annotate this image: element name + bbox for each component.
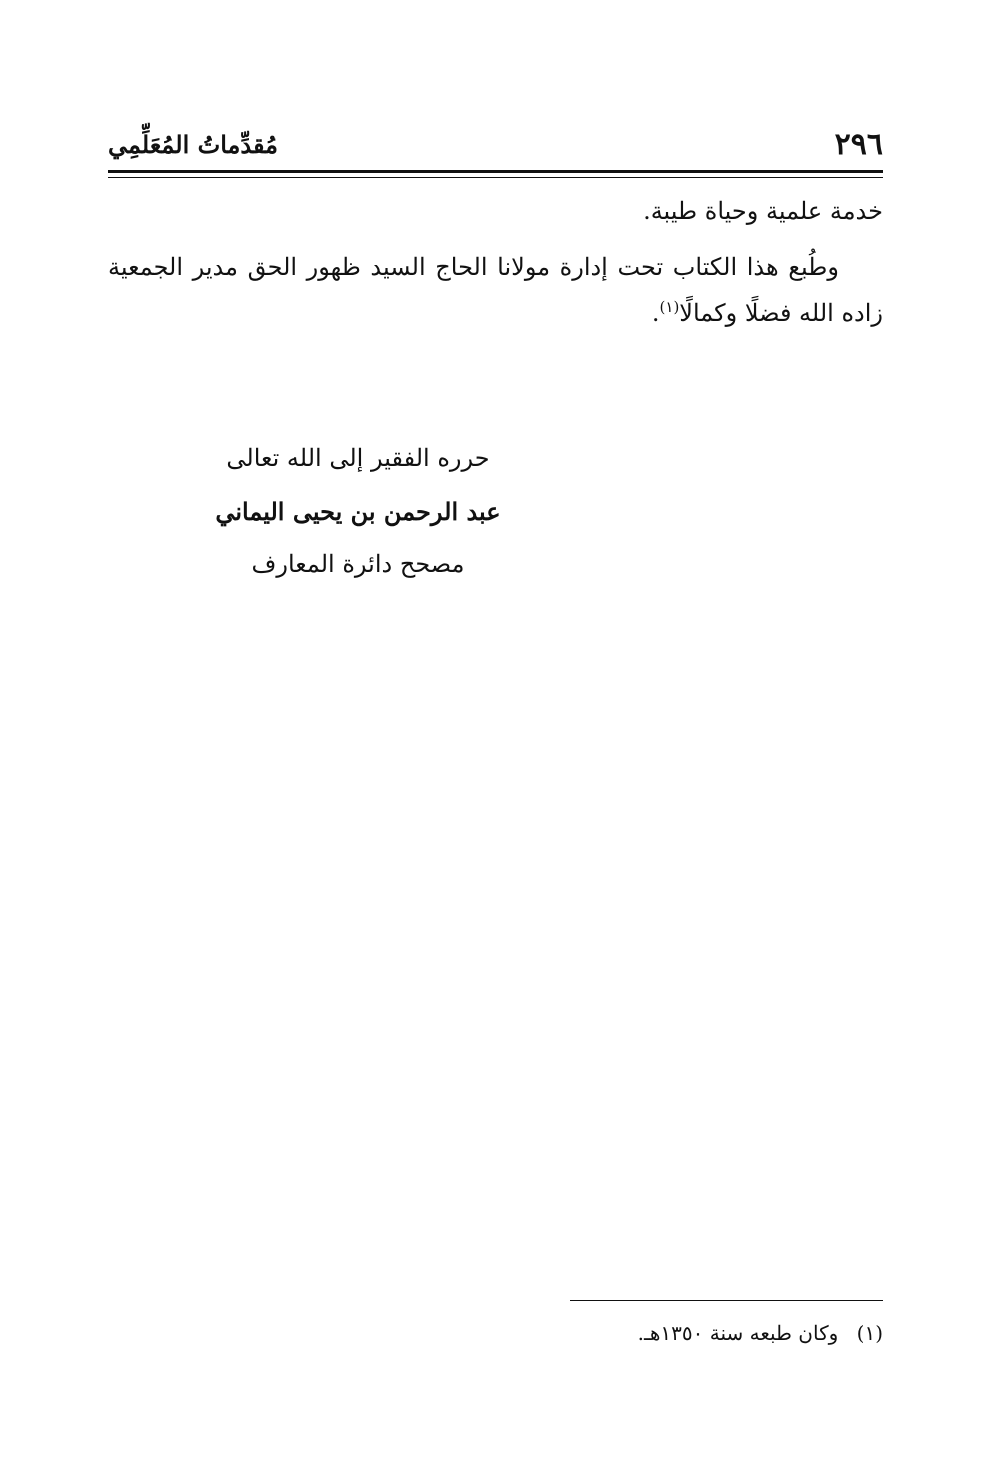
footnote-marker: (١) (856, 1321, 883, 1345)
paragraph-2-text: وطُبع هذا الكتاب تحت إدارة مولانا الحاج السيد ظهور الحق مدير الجمعية زاده الله فضلًا وكمالًا (108, 253, 883, 327)
page-header (108, 128, 883, 162)
signature-line-1: حرره الفقير إلى الله تعالى (226, 444, 490, 472)
body-text (108, 188, 883, 346)
footnote-rule (570, 1300, 883, 1301)
footnote-text: وكان طبعه سنة ١٣٥٠هـ. (637, 1321, 839, 1345)
running-title: مُقدِّماتُ المُعَلِّمِي (108, 130, 278, 159)
signature-role: مصحح دائرة المعارف (251, 550, 465, 578)
footnote (480, 1316, 883, 1350)
signature-block (188, 432, 528, 591)
paragraph-2 (108, 244, 883, 336)
header-rule-thin (108, 177, 883, 178)
header-rule-thick (108, 170, 883, 173)
page-number: ٢٩٦ (834, 127, 883, 162)
footnote-reference: (١) (659, 298, 680, 316)
paragraph-1: خدمة علمية وحياة طيبة. (643, 197, 883, 225)
paragraph-2-end: . (651, 299, 660, 327)
signature-name: عبد الرحمن بن يحيى اليماني (215, 497, 501, 526)
